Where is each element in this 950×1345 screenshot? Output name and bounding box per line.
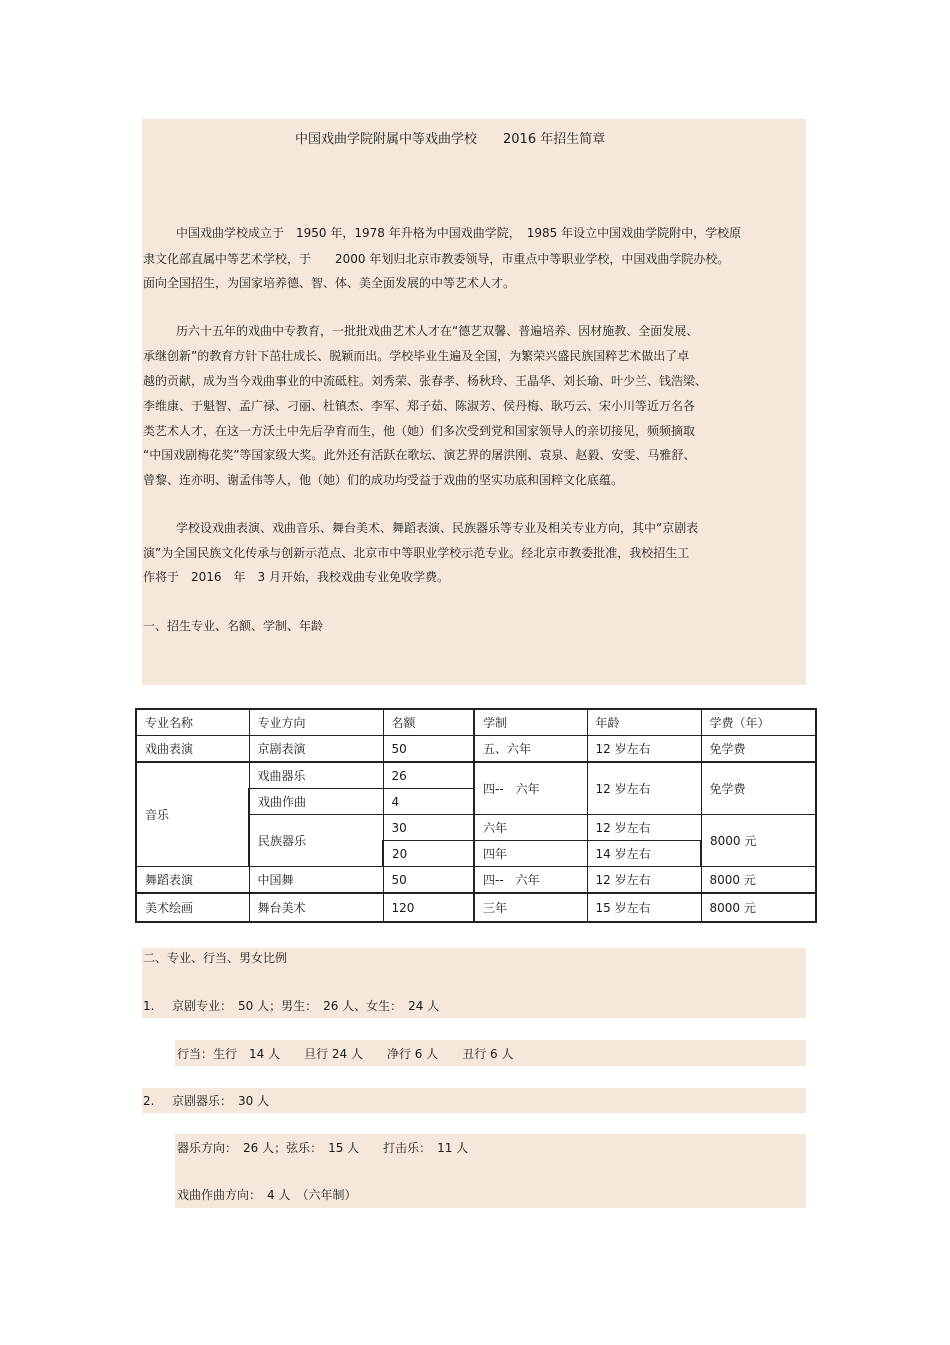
cell-fee: 免学费: [701, 736, 816, 763]
table-row: [136, 736, 816, 763]
section2-heading: 二、专业、行当、男女比例: [143, 951, 288, 965]
cell-age: 12 岁左右: [587, 867, 701, 894]
cell-age: 12 岁左右: [587, 762, 701, 815]
history-line-3: 越的贡献，成为当今戏曲事业的中流砥柱。刘秀荣、张春孝、杨秋玲、王晶华、刘长瑜、叶少兰、钱浩梁、: [143, 374, 708, 388]
item2-text: 京剧器乐： 30 人: [172, 1094, 270, 1108]
cell-quota: 20: [383, 841, 474, 867]
cell-direction: 戏曲器乐: [249, 762, 383, 789]
header-fee: 学费（年）: [701, 709, 816, 736]
header-quota: 名额: [383, 709, 474, 736]
item1-text: 京剧专业： 50 人；男生： 26 人、女生： 24 人: [172, 999, 440, 1013]
history-line-5: 类艺术人才，在这一方沃土中先后孕育而生，他（她）们多次受到党和国家领导人的亲切接见，频频摘取: [143, 424, 696, 438]
cell-length: 三年: [474, 893, 587, 922]
majors-line-3: 作将于 2016 年 3 月开始，我校戏曲专业免收学费。: [143, 570, 449, 584]
history-line-6: “中国戏剧梅花奖”等国家级大奖。此外还有活跃在歌坛、演艺界的屠洪刚、袁泉、赵毅、安雯、马雅舒、: [143, 448, 696, 462]
item2-compose-direction: 戏曲作曲方向： 4 人 （六年制）: [177, 1188, 357, 1202]
cell-age: 15 岁左右: [587, 893, 701, 922]
header-age: 年龄: [587, 709, 701, 736]
section1-heading: 一、招生专业、名额、学制、年龄: [143, 619, 324, 633]
intro-line-1: 中国戏曲学校成立于 1950 年，1978 年升格为中国戏曲学院， 1985 年设立中国戏曲学院附中，学校原: [176, 226, 742, 240]
item1-roles: 行当：生行 14 人 旦行 24 人 净行 6 人 丑行 6 人: [177, 1047, 514, 1061]
cell-major: 音乐: [136, 762, 249, 867]
history-line-7: 曾黎、连亦明、谢孟伟等人，他（她）们的成功均受益于戏曲的坚实功底和国粹文化底蕴。: [143, 473, 624, 487]
cell-length: 四-- 六年: [474, 867, 587, 894]
item2-number: 2.: [143, 1094, 155, 1108]
history-line-4: 李维康、于魁智、孟广禄、刁丽、杜镇杰、李军、郑子茹、陈淑芳、侯丹梅、耿巧云、宋小川等近万名各: [143, 399, 696, 413]
cell-length: 四年: [474, 841, 587, 867]
item1-number: 1.: [143, 999, 155, 1013]
cell-quota: 120: [383, 893, 474, 922]
cell-length: 六年: [474, 815, 587, 841]
cell-major: 美术绘画: [136, 893, 249, 922]
header-major: 专业名称: [136, 709, 249, 736]
cell-quota: 30: [383, 815, 474, 841]
cell-direction: 舞台美术: [249, 893, 383, 922]
cell-length: 五、六年: [474, 736, 587, 763]
cell-fee: 8000 元: [701, 893, 816, 922]
header-length: 学制: [474, 709, 587, 736]
cell-fee: 8000 元: [701, 867, 816, 894]
table-row: [136, 867, 816, 894]
cell-quota: 4: [383, 789, 474, 815]
cell-direction: 民族器乐: [249, 815, 383, 867]
majors-line-1: 学校设戏曲表演、戏曲音乐、舞台美术、舞蹈表演、民族器乐等专业及相关专业方向，其中“京剧表: [176, 521, 699, 535]
enrollment-table: [135, 708, 817, 923]
table-row: [136, 893, 816, 922]
majors-line-2: 演”为全国民族文化传承与创新示范点、北京市中等职业学校示范专业。经北京市教委批准，我校招生工: [143, 546, 690, 560]
cell-direction: 戏曲作曲: [249, 789, 383, 815]
cell-quota: 50: [383, 867, 474, 894]
cell-fee: 8000 元: [701, 815, 816, 867]
cell-age: 14 岁左右: [587, 841, 701, 867]
cell-quota: 26: [383, 762, 474, 789]
page-title: 中国戏曲学院附属中等戏曲学校 2016 年招生简章: [295, 132, 606, 147]
cell-fee: 免学费: [701, 762, 816, 815]
table-row: [136, 762, 816, 789]
cell-quota: 50: [383, 736, 474, 763]
cell-major: 戏曲表演: [136, 736, 249, 763]
table-header-row: [136, 709, 816, 736]
history-line-2: 承继创新”的教育方针下茁壮成长、脱颖而出。学校毕业生遍及全国，为繁荣兴盛民族国粹艺术做出了卓: [143, 349, 690, 363]
intro-line-3: 面向全国招生，为国家培养德、智、体、美全面发展的中等艺术人才。: [143, 276, 516, 290]
cell-length: 四-- 六年: [474, 762, 587, 815]
item2-instrument-direction: 器乐方向： 26 人；弦乐： 15 人 打击乐： 11 人: [177, 1141, 469, 1155]
cell-age: 12 岁左右: [587, 815, 701, 841]
cell-age: 12 岁左右: [587, 736, 701, 763]
intro-line-2: 隶文化部直属中等艺术学校，于 2000 年划归北京市教委领导，市重点中等职业学校，中国戏曲学院办校。: [143, 252, 730, 266]
header-direction: 专业方向: [249, 709, 383, 736]
cell-direction: 中国舞: [249, 867, 383, 894]
cell-direction: 京剧表演: [249, 736, 383, 763]
cell-major: 舞蹈表演: [136, 867, 249, 894]
history-line-1: 历六十五年的戏曲中专教育，一批批戏曲艺术人才在“德艺双馨、普遍培养、因材施教、全面发展、: [176, 324, 699, 338]
